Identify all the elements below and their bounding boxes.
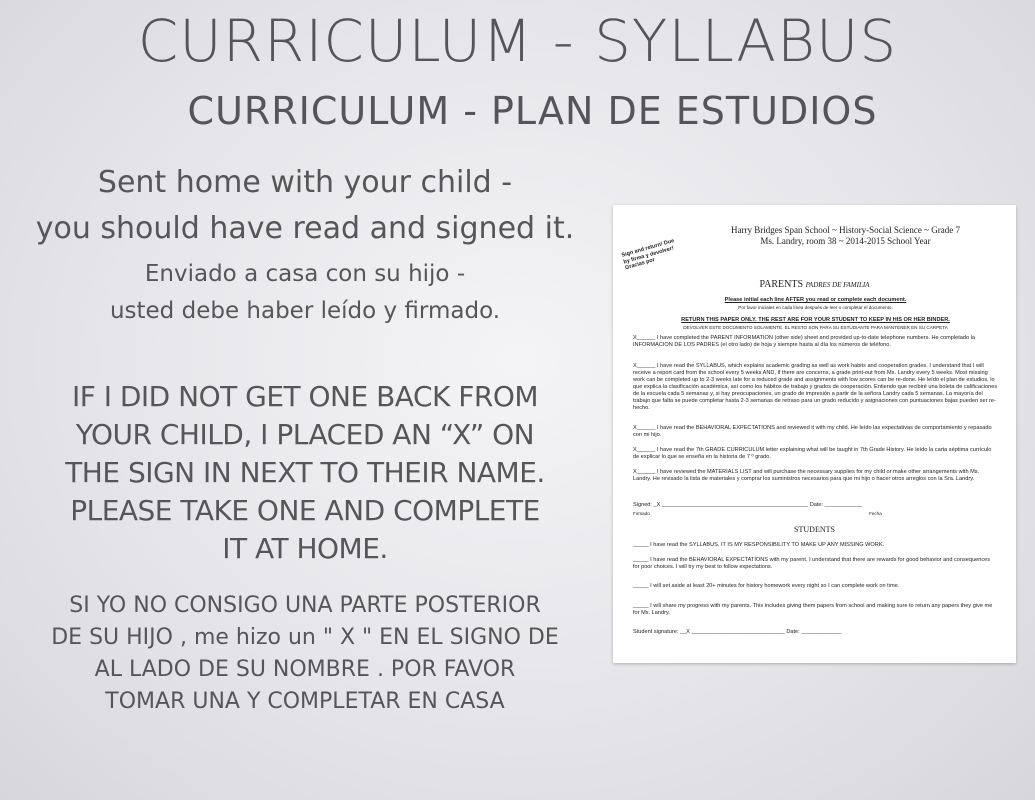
document-header-school: Harry Bridges Span School ~ History-Social Science ~ Grade 7 (731, 225, 960, 235)
return-note-en: RETURN THIS PAPER ONLY. THE REST ARE FOR YOUR STUDENT TO KEEP IN HIS OR HER BINDER. (681, 317, 950, 323)
slide-title: CURRICULUM - SYLLABUS (137, 7, 898, 75)
parents-title: PARENTS (759, 279, 804, 290)
notice-en-line: IT AT HOME. (222, 532, 388, 565)
parent-signature-line: Signed: _X _______________________________________________ Date: ____________ (633, 502, 862, 508)
sign-and-return-stamp: Sign and return! Due by firma y devolver! Gracias por (621, 238, 675, 272)
slide-subtitle: CURRICULUM - PLAN DE ESTUDIOS (187, 89, 878, 133)
parent-item-5: X______ I have reviewed the MATERIALS LIST and will purchase the necessary supplies for my child or make other arrangements with Ms. Landry. He revisado la lista de materiales y comprar los suministros necesarios para que mi hijo o hacer otros arreglos con la Sra. Landry. (633, 469, 980, 482)
student-item-3: _____ I will set aside at least 20+ minutes for history homework every night so I can complete work on time. (633, 583, 900, 589)
notice-en-line: YOUR CHILD, I PLACED AN “X” ON (75, 418, 535, 451)
student-signature-line: Student signature: __X ______________________________ Date: _____________ (633, 629, 842, 635)
signature-sublabels (633, 510, 998, 517)
return-note-es: DEVOLVER ESTE DOCUMENTO SOLAMENTE. EL RESTO SON PARA SU ESTUDIANTE PARA MANTENER EN SU CARPETA (683, 325, 948, 330)
intro-spanish (0, 256, 610, 330)
parents-heading (633, 279, 996, 290)
initial-note (633, 297, 998, 311)
document-header (683, 225, 1008, 247)
intro-en-line-2: you should have read and signed it. (35, 211, 575, 246)
initial-note-es: Por favor iniciales en cada línea después de leer o completar el documento. (738, 305, 893, 310)
parent-item-2: X______ I have read the SYLLABUS, which explains academic grading as well as work habits and cooperation grades. I understand that I will receive a report card from the school every 5 weeks AND, if there are concerns, a grade print-out from Ms. Landry every 5 weeks. Most missing work can be completed up to 2-3 weeks late for a reduced grade and assignments with low scores can be re-done. He leído el plan de estudios, lo que explica la clasificación académica, así como los hábitos de trabajo y grados de cooperación. Entiendo que recibiré una boleta de calificaciones de la escuela cada 5 semanas y, si hay preocupaciones, un grado de impresión a partir de la señora Landry cada 5 semanas. La mayoría del trabajo que falta se puede completar hasta 2-3 semanas de retraso para un grado reducido y asignaciones con puntuaciones bajas pueden ser re-hecho. (633, 363, 998, 411)
notice-es-line: DE SU HIJO , me hizo un " X " EN EL SIGNO DE (51, 625, 559, 650)
syllabus-document-image (613, 205, 1016, 663)
notice-en-line: PLEASE TAKE ONE AND COMPLETE (70, 494, 540, 527)
parent-item-1: X______ I have completed the PARENT INFORMATION (other side) sheet and provided up-to-date telephone numbers. He completado la INFORMACION DE LOS PADRES (el otro lado) de hoja y siempre hasta al día los números de teléfono. (633, 335, 976, 348)
notice-spanish (0, 590, 610, 718)
student-item-2: _____ I have read the BEHAVIORAL EXPECTATIONS with my parent. I understand that there are rewards for good behavior and consequences for poor choices. I will try my best to follow expectations. (633, 557, 991, 570)
parent-item-4: X______ I have read the 7th GRADE CURRICULUM letter explaining what will be taught in 7th Grade History. He leído la carta séptima currículo de explicar lo que se enseña en la historia de 7 º grado. (633, 447, 992, 460)
parents-title-es: PADRES DE FAMILIA (805, 281, 870, 289)
notice-en-line: THE SIGN IN NEXT TO THEIR NAME. (65, 456, 545, 489)
parent-item-3: X______ I have read the BEHAVIORAL EXPECTATIONS and reviewed it with my child. He leído las expectativas de comportamiento y repasado con mi hijo. (633, 425, 992, 438)
document-header-teacher: Ms. Landry, room 38 ~ 2014-2015 School Year (760, 236, 931, 246)
return-note (633, 317, 998, 331)
notice-es-line: AL LADO DE SU NOMBRE . POR FAVOR (94, 657, 516, 682)
intro-en-line-1: Sent home with your child - (97, 165, 513, 200)
student-item-1: _____ I have read the SYLLABUS. IT IS MY RESPONSIBILITY TO MAKE UP ANY MISSING WORK. (633, 542, 885, 548)
notice-english (0, 378, 610, 568)
intro-es-line-1: Enviado a casa con su hijo - (144, 261, 466, 287)
intro-english (0, 160, 610, 252)
firmado-label: Firmado (633, 511, 650, 516)
initial-note-en: Please initial each line AFTER you read or complete each document. (724, 297, 907, 303)
student-item-4: _____ I will share my progress with my parents. This includes giving them papers from school and making sure to return any papers they give me for Ms. Landry. (633, 603, 993, 616)
notice-es-line: SI YO NO CONSIGO UNA PARTE POSTERIOR (69, 593, 541, 618)
notice-es-line: TOMAR UNA Y COMPLETAR EN CASA (105, 689, 505, 714)
intro-es-line-2: usted debe haber leído y firmado. (109, 298, 501, 324)
fecha-label: Fecha (869, 511, 882, 516)
notice-en-line: IF I DID NOT GET ONE BACK FROM (71, 380, 539, 413)
students-heading: STUDENTS (794, 525, 835, 534)
